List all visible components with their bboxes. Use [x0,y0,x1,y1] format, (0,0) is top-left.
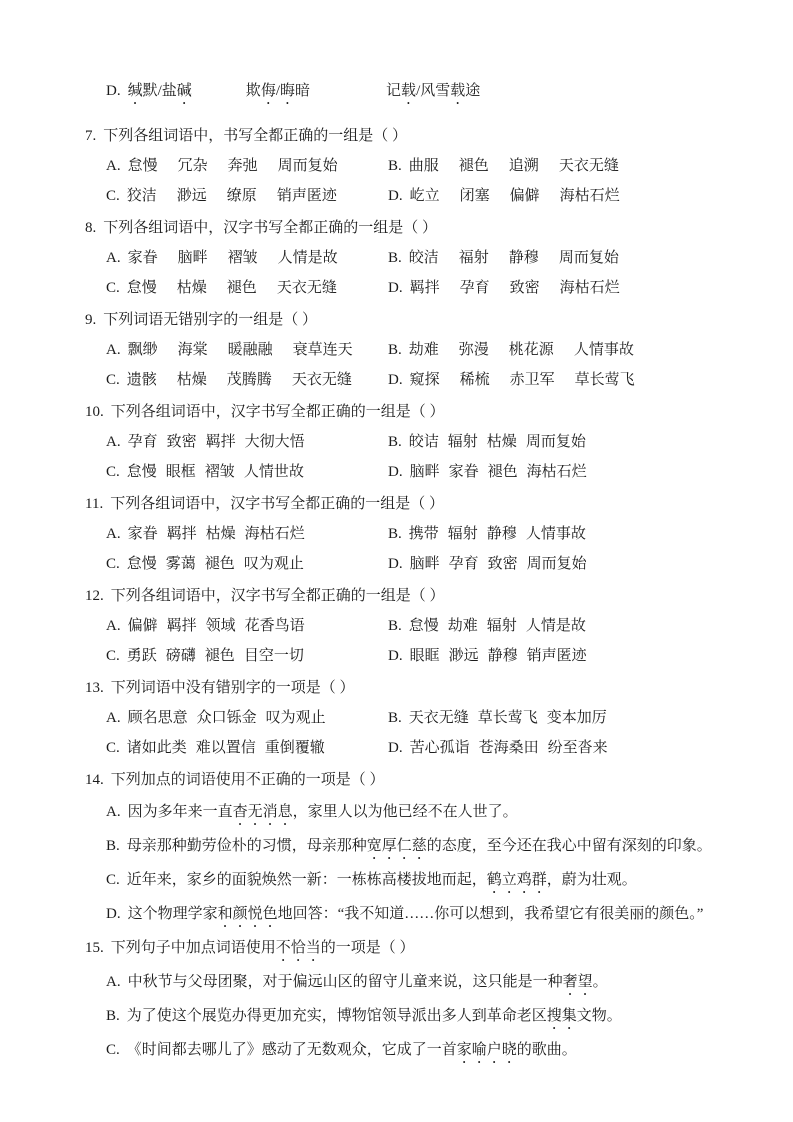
word-item: 衰草连天 [292,342,353,358]
option-c [106,641,388,671]
word-item: 眼眶 [409,648,440,664]
option-sentence-c [0,863,793,897]
option-row [0,243,793,273]
option-row [0,335,793,365]
option-row [0,365,793,395]
word-item: 海枯石烂 [559,280,620,296]
option-c [106,181,388,211]
option-sentence-a [0,795,793,829]
text-run: 默/盐 [142,83,177,99]
word-item: 皎诘 [408,434,439,450]
word-item: 孕育 [127,434,158,450]
word-item: 周而复始 [277,158,338,174]
emphasized-text: 侮 [260,83,276,99]
word-item: 皎洁 [408,250,439,266]
question-stem [0,213,793,243]
question-stem [0,397,793,427]
option-sentence-text [128,974,608,990]
word-item: 羁拌 [166,526,197,542]
option-a [106,519,388,549]
option-sentence-text [127,1042,577,1058]
word-item: 花香鸟语 [244,618,305,634]
option-label: A. [106,158,121,174]
emphasized-text: 碱 [176,83,192,99]
word-item: 辐射 [486,618,517,634]
word-item: 海枯石烂 [526,464,587,480]
option-label: D. [388,188,403,204]
option-label: A. [106,804,121,820]
word-item: 静穆 [487,648,518,664]
word-item: 天衣无缝 [276,280,337,296]
word-item: 家眷 [127,250,158,266]
emphasized-text: 杳无消息 [232,804,293,820]
word-item: 苍海桑田 [478,740,539,756]
option-label: D. [388,556,403,572]
question-stem-text: 下列词语无错别字的一组是（ ） [103,312,318,328]
word-item: 羁拌 [205,434,236,450]
option-sentence-c [0,1033,793,1067]
option-sentence-text [127,1008,622,1024]
word-item: 渺远 [448,648,479,664]
text-run: 记 [386,83,402,99]
option-label: D. [388,740,403,756]
option-label: D. [388,372,403,388]
emphasized-text: 不恰当 [275,940,321,956]
word-item: 褶皱 [227,250,258,266]
option-label: A. [106,618,121,634]
option-d [388,457,587,487]
option-sentence-text [127,838,712,854]
text-run: 。 [592,974,608,990]
word-item: 家眷 [127,526,158,542]
option-a [106,335,388,365]
option-row [0,611,793,641]
option-label: B. [388,342,402,358]
option-sentence-text [128,804,518,820]
word-item: 羁拌 [409,280,440,296]
word-item: 致密 [509,280,540,296]
option-row [0,151,793,181]
option-row [0,273,793,303]
word-item: 偏僻 [127,618,158,634]
option-label: D. [106,83,121,99]
word-item: 褶皱 [204,464,235,480]
word-item: 桃花源 [508,342,554,358]
option-b [388,703,607,733]
text-run: 下列句子中加点词语使用 [110,940,276,956]
word-item: 叹为观止 [243,556,304,572]
word-item: 稀梳 [459,372,490,388]
word-item: 致密 [166,434,197,450]
word-item: 怠慢 [126,280,157,296]
word-item: 致密 [487,556,518,572]
word-item: 枯燥 [205,526,236,542]
word-item: 天衣无缝 [408,710,469,726]
question-number: 14. [85,772,104,788]
question-stem [0,581,793,611]
word-item: 叹为观止 [265,710,326,726]
option-label: B. [106,1008,120,1024]
option-a [106,243,388,273]
word-item: 大彻大悟 [244,434,305,450]
question [0,673,793,763]
word-item: 纷至沓来 [547,740,608,756]
text-run: 地回答：“我不知道……你可以想到，我希望它有很美丽的颜色。” [277,906,704,922]
option-c [106,733,388,763]
option-row [0,703,793,733]
word-item: 海棠 [177,342,208,358]
word-item: 褪色 [226,280,257,296]
text-run: 文物。 [576,1008,622,1024]
question-stem [0,933,793,965]
word-item: 怠慢 [408,618,439,634]
text-run: 《时间都去哪儿了》感动了无数观众，它成了一首 [126,1042,457,1058]
question [0,581,793,671]
option-b [388,335,634,365]
word-item: 静穆 [486,526,517,542]
word-item: 怠慢 [126,556,157,572]
word-pair [246,83,310,99]
word-item: 劫难 [408,342,439,358]
word-item: 苦心孤诣 [409,740,470,756]
text-run: 暗 [295,83,311,99]
word-item: 飘缈 [127,342,158,358]
option-a [106,703,388,733]
option-label: A. [106,974,121,990]
word-item: 枯燥 [176,280,207,296]
word-item: 目空一切 [243,648,304,664]
text-run: / [275,83,280,99]
option-label: B. [388,434,402,450]
text-run: 这个物理学家 [127,906,218,922]
text-run: 母亲那种勤劳俭朴的习惯，母亲那种 [126,838,367,854]
option-label: B. [388,618,402,634]
word-item: 草长莺飞 [477,710,538,726]
word-item: 人情世故 [243,464,304,480]
question-stem-text: 下列各组词语中，汉字书写全都正确的一组是（ ） [110,404,445,420]
emphasized-text: 晦 [280,83,296,99]
question-number: 11. [85,496,104,512]
text-run: 因为多年来一直 [127,804,233,820]
question-stem [0,765,793,795]
word-item: 褪色 [204,648,235,664]
option-row [0,457,793,487]
option-label: B. [106,838,120,854]
option-label: C. [106,1042,120,1058]
option-label: C. [106,648,120,664]
option-label: A. [106,526,121,542]
text-run: 近年来，家乡的面貌焕然一新：一栋栋高楼拔地而起， [126,872,487,888]
word-item: 人情事故 [525,526,586,542]
word-item: 天衣无缝 [558,158,619,174]
option-row [0,427,793,457]
option-label: D. [388,464,403,480]
word-item: 人情是故 [277,250,338,266]
word-item: 脑畔 [409,464,440,480]
word-item: 顾名思意 [127,710,188,726]
word-item: 茂腾腾 [226,372,272,388]
option-label: C. [106,556,120,572]
word-item: 福射 [458,250,489,266]
option-label: A. [106,342,121,358]
word-item: 销声匿迹 [276,188,337,204]
word-item: 孕育 [448,556,479,572]
word-item: 周而复始 [526,556,587,572]
question [0,213,793,303]
word-item: 静穆 [508,250,539,266]
option-label: C. [106,372,120,388]
word-pair [128,83,192,99]
question [0,933,793,1067]
question-stem-text: 下列各组词语中，书写全都正确的一组是（ ） [103,128,408,144]
word-item: 家眷 [448,464,479,480]
word-item: 辐射 [447,434,478,450]
emphasized-text: 家喻户晓 [456,1042,517,1058]
text-run: ，家里人以为他已经不在人世了。 [292,804,518,820]
word-item: 曲服 [408,158,439,174]
word-item: 磅礴 [165,648,196,664]
previous-question-option-d [0,76,793,108]
word-item: 偏僻 [509,188,540,204]
text-run: 中秋节与父母团聚，对于偏远山区的留守儿童来说，这只能是一种 [127,974,563,990]
question-stem-text: 下列各组词语中，汉字书写全都正确的一组是（ ） [110,496,444,512]
text-run: 的态度，至今还在我心中留有深刻的印象。 [426,838,712,854]
word-item: 海枯石烂 [559,188,620,204]
word-pair [386,83,480,99]
word-item: 重倒覆辙 [264,740,325,756]
word-item: 遗骸 [126,372,157,388]
word-item: 辐射 [447,526,478,542]
option-row [0,181,793,211]
option-c [106,457,388,487]
word-item: 周而复始 [558,250,619,266]
emphasized-text: 搜集 [546,1008,577,1024]
word-item: 众口铄金 [196,710,257,726]
word-item: 周而复始 [525,434,586,450]
option-d [388,549,587,579]
option-a [106,427,388,457]
question-number: 8. [85,220,97,236]
option-label: C. [106,188,120,204]
option-label: B. [388,250,402,266]
option-d [388,273,620,303]
option-label: A. [106,250,121,266]
text-run: ，蔚为壮观。 [546,872,637,888]
text-run: 欺 [245,83,261,99]
option-b [388,611,586,641]
option-sentence-b [0,999,793,1033]
option-c [106,549,388,579]
word-item: 冗杂 [177,158,208,174]
text-run: 下列加点的词语使用不正确的一项是（ ） [110,772,385,788]
word-item: 褪色 [487,464,518,480]
option-b [388,519,586,549]
question-stem-text: 下列词语中没有错别字的一项是（ ） [110,680,355,696]
option-sentence-a [0,965,793,999]
question-number: 7. [85,128,97,144]
option-label: B. [388,526,402,542]
text-run: 的歌曲。 [516,1042,577,1058]
question-number: 12. [85,588,104,604]
question-number: 10. [85,404,104,420]
question-number: 9. [85,312,97,328]
word-item: 赤卫军 [509,372,555,388]
question-stem [0,489,793,519]
word-item: 枯燥 [486,434,517,450]
word-item: 闭塞 [459,188,490,204]
option-label: D. [388,280,403,296]
option-c [106,365,388,395]
option-b [388,243,619,273]
question-stem-text: 下列各组词语中，汉字书写全都正确的一组是（ ） [110,588,445,604]
option-label: C. [106,280,120,296]
word-item: 脑畔 [177,250,208,266]
word-item: 奔弛 [227,158,258,174]
option-label: C. [106,740,120,756]
word-item: 枯燥 [176,372,207,388]
option-label: C. [106,872,120,888]
option-row [0,641,793,671]
question-stem-text: 下列各组词语中，汉字书写全都正确的一组是（ ） [103,220,438,236]
word-item: 褪色 [204,556,235,572]
emphasized-text: 宽厚仁慈 [366,838,427,854]
word-item: 雾蔼 [165,556,196,572]
question-stem [0,305,793,335]
option-d [388,733,608,763]
question-stem [0,121,793,151]
option-sentence-b [0,829,793,863]
option-c [106,273,388,303]
word-item: 劫难 [447,618,478,634]
word-item: 追溯 [508,158,539,174]
question [0,489,793,579]
question-number: 13. [85,680,104,696]
word-item: 屹立 [409,188,440,204]
word-item: 窥探 [409,372,440,388]
word-item: 难以置信 [195,740,256,756]
option-a [106,611,388,641]
word-item: 人情事故 [573,342,634,358]
word-item: 草长莺飞 [574,372,635,388]
option-row [0,549,793,579]
word-item: 孕育 [459,280,490,296]
option-b [388,151,619,181]
word-item: 诸如此类 [126,740,187,756]
word-item: 脑畔 [409,556,440,572]
emphasized-text: 载 [401,83,417,99]
option-a [106,151,388,181]
text-run: /风雪 [416,83,451,99]
emphasized-text: 奢望 [562,974,593,990]
question [0,121,793,211]
word-item: 销声匿迹 [526,648,587,664]
word-item: 怠慢 [127,158,158,174]
word-item: 弥漫 [458,342,489,358]
text-run: 的一项是（ ） [320,940,415,956]
word-item: 羁拌 [166,618,197,634]
emphasized-text: 载 [450,83,466,99]
word-item: 海枯石烂 [244,526,305,542]
option-label: D. [106,906,121,922]
word-item: 变本加厉 [546,710,607,726]
question-stem [0,673,793,703]
option-d [388,365,635,395]
option-label: B. [388,158,402,174]
word-item: 领域 [205,618,236,634]
question-number: 15. [85,940,104,956]
word-item: 携带 [408,526,439,542]
word-item: 天衣无缝 [291,372,352,388]
option-row [0,519,793,549]
option-d [388,181,620,211]
word-item: 勇跃 [126,648,157,664]
word-item: 人情是故 [525,618,586,634]
option-label: C. [106,464,120,480]
emphasized-text: 鹤立鸡群 [486,872,547,888]
option-sentence-text [128,906,704,922]
option-label: A. [106,710,121,726]
question [0,397,793,487]
word-item: 眼框 [165,464,196,480]
option-d [388,641,587,671]
word-item: 褪色 [458,158,489,174]
question [0,305,793,395]
word-item: 狡洁 [126,188,157,204]
option-label: D. [388,648,403,664]
word-item: 缭原 [226,188,257,204]
option-label: A. [106,434,121,450]
option-b [388,427,586,457]
option-row [0,733,793,763]
word-item: 渺远 [176,188,207,204]
word-item: 怠慢 [126,464,157,480]
word-item: 暖融融 [227,342,273,358]
text-run: 途 [465,83,481,99]
question-stem-text [111,940,415,956]
question [0,765,793,931]
option-label: B. [388,710,402,726]
emphasized-text: 缄 [127,83,143,99]
emphasized-text: 和颜悦色 [217,906,278,922]
question-stem-text [111,772,385,788]
text-run: 为了使这个展览办得更加充实，博物馆领导派出多人到革命老区 [126,1008,547,1024]
option-sentence-d [0,897,793,931]
option-sentence-text [127,872,637,888]
